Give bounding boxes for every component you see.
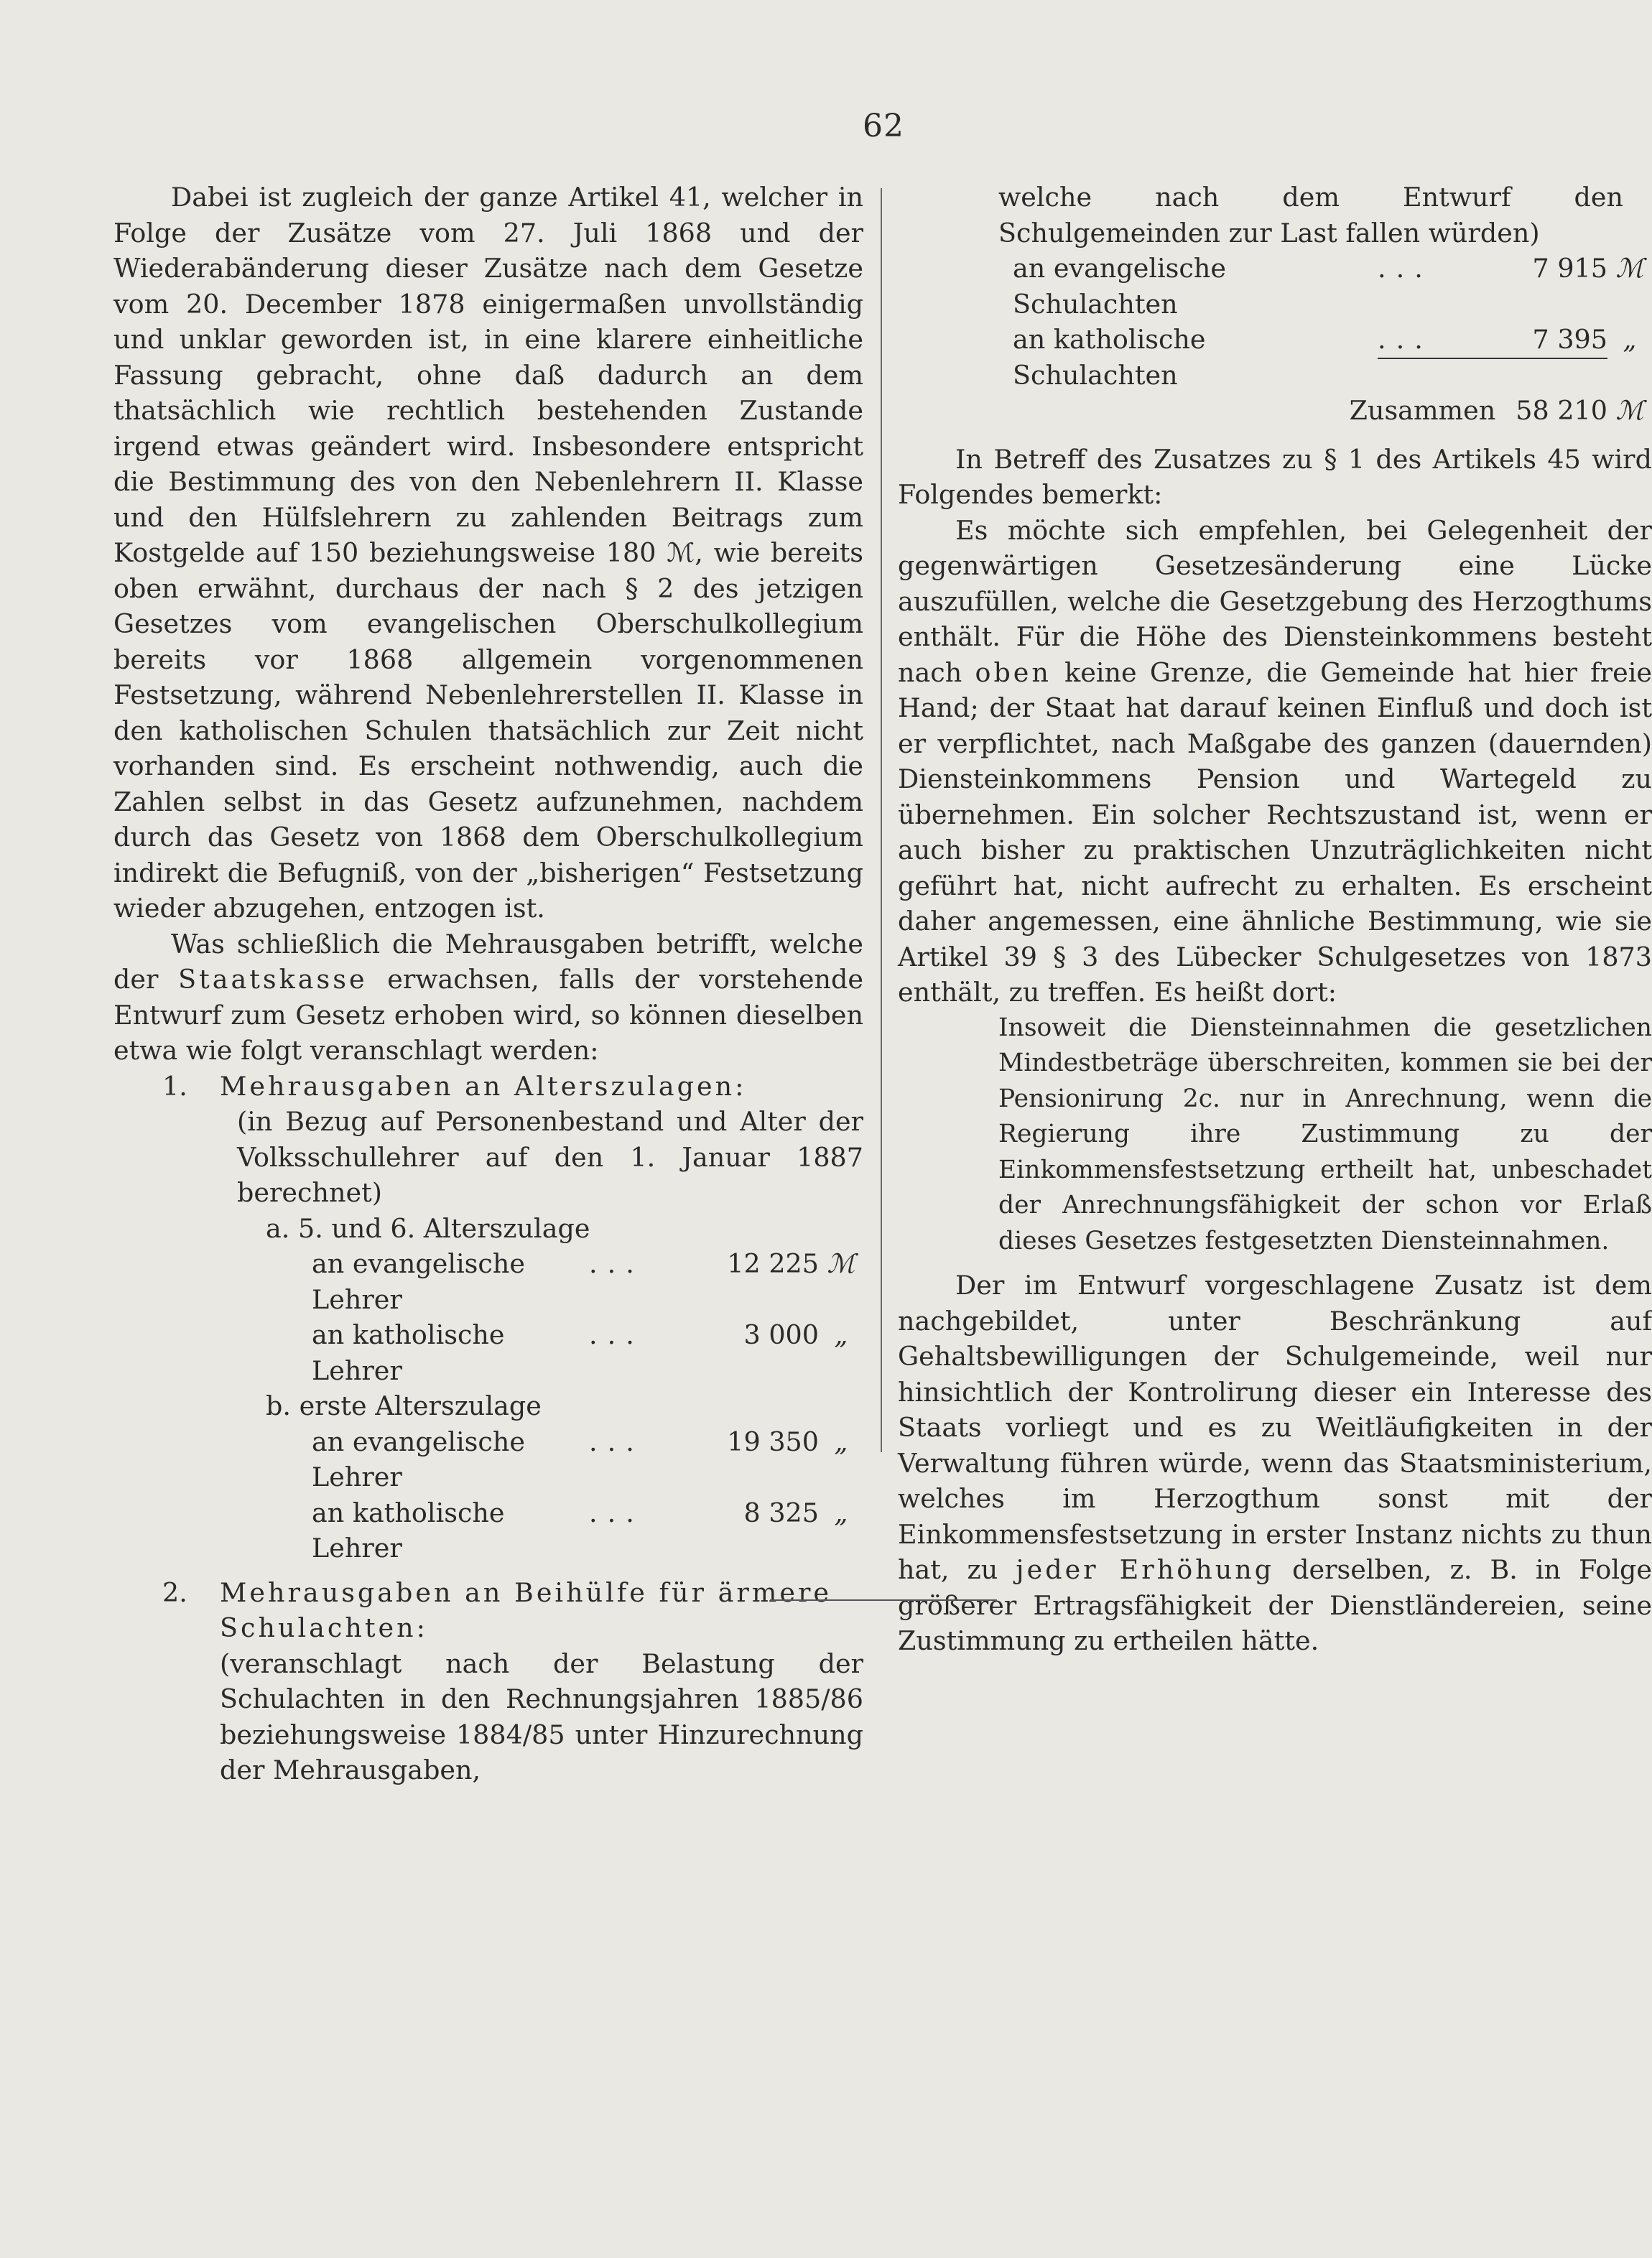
amount-label: an katholische Lehrer	[312, 1319, 505, 1386]
amount-value: 8 325	[743, 1497, 819, 1528]
amount-row	[220, 1424, 863, 1495]
amount-label: an evangelische Schulachten	[1013, 253, 1226, 320]
list-item-number: 1.	[162, 1070, 187, 1102]
amount-unit: „	[834, 1426, 848, 1457]
amount-row	[220, 1246, 863, 1317]
staatskasse-emphasis: Staatskasse	[178, 964, 368, 995]
left-column	[113, 180, 863, 1788]
paragraph-empfehlen-a: Es möchte sich empfehlen, bei Gelegenheit der gegenwärtigen Gesetzesänderung eine Lücke auszufüllen, welche die Gesetzgebung des Herzogthums enthält. Für die Höhe des Diensteinkommens besteht nach	[898, 514, 1652, 688]
paragraph-zusatz-begruendung	[898, 1268, 1652, 1659]
leader-dots: ...	[1378, 253, 1433, 284]
amount-unit: „	[834, 1319, 848, 1350]
total-unit: ℳ	[1615, 395, 1644, 426]
list-item-body	[220, 1069, 863, 1566]
leader-dots: ...	[1378, 322, 1478, 359]
list-item-alterszulagen	[113, 1069, 863, 1566]
paragraph-final-b: derselben, z. B. in Folge größerer Ertragsfähigkeit der Dienstländereien, seine Zustimmung zu ertheilen hätte.	[898, 1554, 1652, 1656]
amount-value: 19 350	[727, 1426, 819, 1457]
amount-row	[898, 322, 1652, 393]
total-label: Zusammen	[1349, 395, 1496, 426]
footer-rule	[770, 1599, 997, 1601]
total-row	[898, 393, 1652, 429]
paragraph-empfehlen	[898, 513, 1652, 1010]
page-number: 62	[863, 108, 904, 144]
leader-dots: ...	[589, 1319, 644, 1350]
amount-row	[220, 1317, 863, 1388]
paragraph-final-a: Der im Entwurf vorgeschlagene Zusatz ist dem nachgebildet, unter Beschränkung auf Gehaltsbewilligungen der Schulgemeinde, weil nur hinsichtlich der Kontrolirung dieser ein Interesse des Staats vorliegt und es zu Weitläufigkeiten in der Verwaltung führen würde, wenn das Staatsministerium, welches im Herzogthum sonst mit der Einkommensfestsetzung in erster Instanz nichts zu thun hat, zu	[898, 1270, 1652, 1585]
item-heading: Mehrausgaben an Beihülfe für ärmere Schulachten:	[220, 1576, 832, 1643]
amount-unit: „	[834, 1497, 848, 1528]
leader-dots: ...	[589, 1426, 644, 1457]
paragraph-artikel-41: Dabei ist zugleich der ganze Artikel 41, welcher in Folge der Zusätze vom 27. Juli 1868 und der Wiederabänderung dieser Zusätze nach dem Gesetze vom 20. December 1878 einigermaßen unvollständig und unklar geworden ist, in eine klarere einheitliche Fassung gebracht, ohne daß dadurch an dem thatsächlich wie rechtlich bestehenden Zustande irgend etwas geändert wird. Insbesondere entspricht die Bestimmung des von den Nebenlehrern II. Klasse und den Hülfslehrern zu zahlenden Beitrags zum Kostgelde auf 150 beziehungsweise 180 ℳ, wie bereits oben erwähnt, durchaus der nach § 2 des jetzigen Gesetzes vom evangelischen Oberschulkollegium bereits vor 1868 allgemein vorgenommenen Festsetzung, während Nebenlehrerstellen II. Klasse in den katholischen Schulen thatsächlich zur Zeit nicht vorhanden sind. Es erscheint nothwendig, auch die Zahlen selbst in das Gesetz aufzunehmen, nachdem durch das Gesetz von 1868 dem Oberschulkollegium indirekt die Befugniß, von der „bisherigen“ Festsetzung wieder abzugehen, entzogen ist.	[113, 182, 863, 924]
item-heading: Mehrausgaben an Alterszulagen:	[220, 1070, 747, 1102]
column-divider	[881, 188, 882, 1452]
jeder-erhoehung-emphasis: jeder Erhöhung	[1016, 1554, 1275, 1585]
right-column	[898, 180, 1652, 1659]
amount-label: an evangelische Lehrer	[312, 1248, 525, 1315]
item-note: (in Bezug auf Personenbestand und Alter der Volksschullehrer auf den 1. Januar 1887 berechnet)	[237, 1106, 863, 1208]
leader-dots: ...	[589, 1248, 644, 1279]
amount-label: an katholische Lehrer	[312, 1497, 505, 1564]
list-item-body	[220, 1575, 863, 1788]
amount-row	[898, 251, 1652, 322]
amount-unit: ℳ	[1615, 253, 1644, 284]
sub-item-b-heading: b. erste Alterszulage	[266, 1390, 542, 1421]
list-item-number: 2.	[162, 1576, 187, 1608]
item-note: (veranschlagt nach der Belastung der Schulachten in den Rechnungsjahren 1885/86 beziehungsweise 1884/85 unter Hinzurechnung der Mehrausgaben,	[220, 1648, 863, 1785]
paragraph-mehrausgaben-end: erwachsen, falls der vorstehende Entwurf zum Gesetz erhoben wird, so können dieselben etwa wie folgt veranschlagt werden:	[113, 964, 863, 1066]
amount-label: an katholische Schulachten	[1013, 324, 1206, 391]
total-value: 58 210	[1516, 395, 1607, 426]
oben-emphasis: oben	[975, 656, 1052, 688]
amount-value: 7 395	[1478, 322, 1607, 359]
amount-unit: ℳ	[827, 1248, 855, 1279]
amount-value: 3 000	[743, 1319, 819, 1350]
amount-row	[220, 1495, 863, 1566]
paragraph-mehrausgaben-start: Was schließlich die Mehrausgaben betrifft, welche der	[113, 928, 863, 995]
list-item-beihuelfe	[113, 1575, 863, 1788]
quoted-provision: Insoweit die Diensteinnahmen die gesetzlichen Mindestbeträge überschreiten, kommen sie bei der Pensionirung 2c. nur in Anrechnung, wenn die Regierung ihre Zustimmung zu der Einkommensfestsetzung ertheilt hat, unbeschadet der Anrechnungsfähigkeit der schon vor Erlaß dieses Gesetzes festgesetzten Diensteinnahmen.	[998, 1013, 1652, 1255]
continuation-text: welche nach dem Entwurf den Schulgemeinden zur Last fallen würden)	[998, 182, 1623, 248]
amount-value: 7 915	[1532, 253, 1607, 284]
amount-value: 12 225	[727, 1248, 819, 1279]
amount-unit: „	[1623, 324, 1637, 355]
leader-dots: ...	[589, 1497, 644, 1528]
sub-item-a-heading: a. 5. und 6. Alterszulage	[266, 1212, 590, 1244]
paragraph-zusatz-45: In Betreff des Zusatzes zu § 1 des Artikels 45 wird Folgendes bemerkt:	[898, 443, 1652, 510]
paragraph-mehrausgaben	[113, 926, 863, 1069]
paragraph-empfehlen-b: keine Grenze, die Gemeinde hat hier freie Hand; der Staat hat darauf keinen Einfluß und doch ist er verpflichtet, nach Maßgabe des ganzen (dauernden) Diensteinkommens Pension und Wartegeld zu übernehmen. Ein solcher Rechtszustand ist, wenn er auch bisher zu praktischen Unzuträglichkeiten nicht geführt hat, nicht aufrecht zu erhalten. Es erscheint daher angemessen, eine ähnliche Bestimmung, wie sie Artikel 39 § 3 des Lübecker Schulgesetzes von 1873 enthält, zu treffen. Es heißt dort:	[898, 656, 1652, 1008]
amount-label: an evangelische Lehrer	[312, 1426, 525, 1492]
